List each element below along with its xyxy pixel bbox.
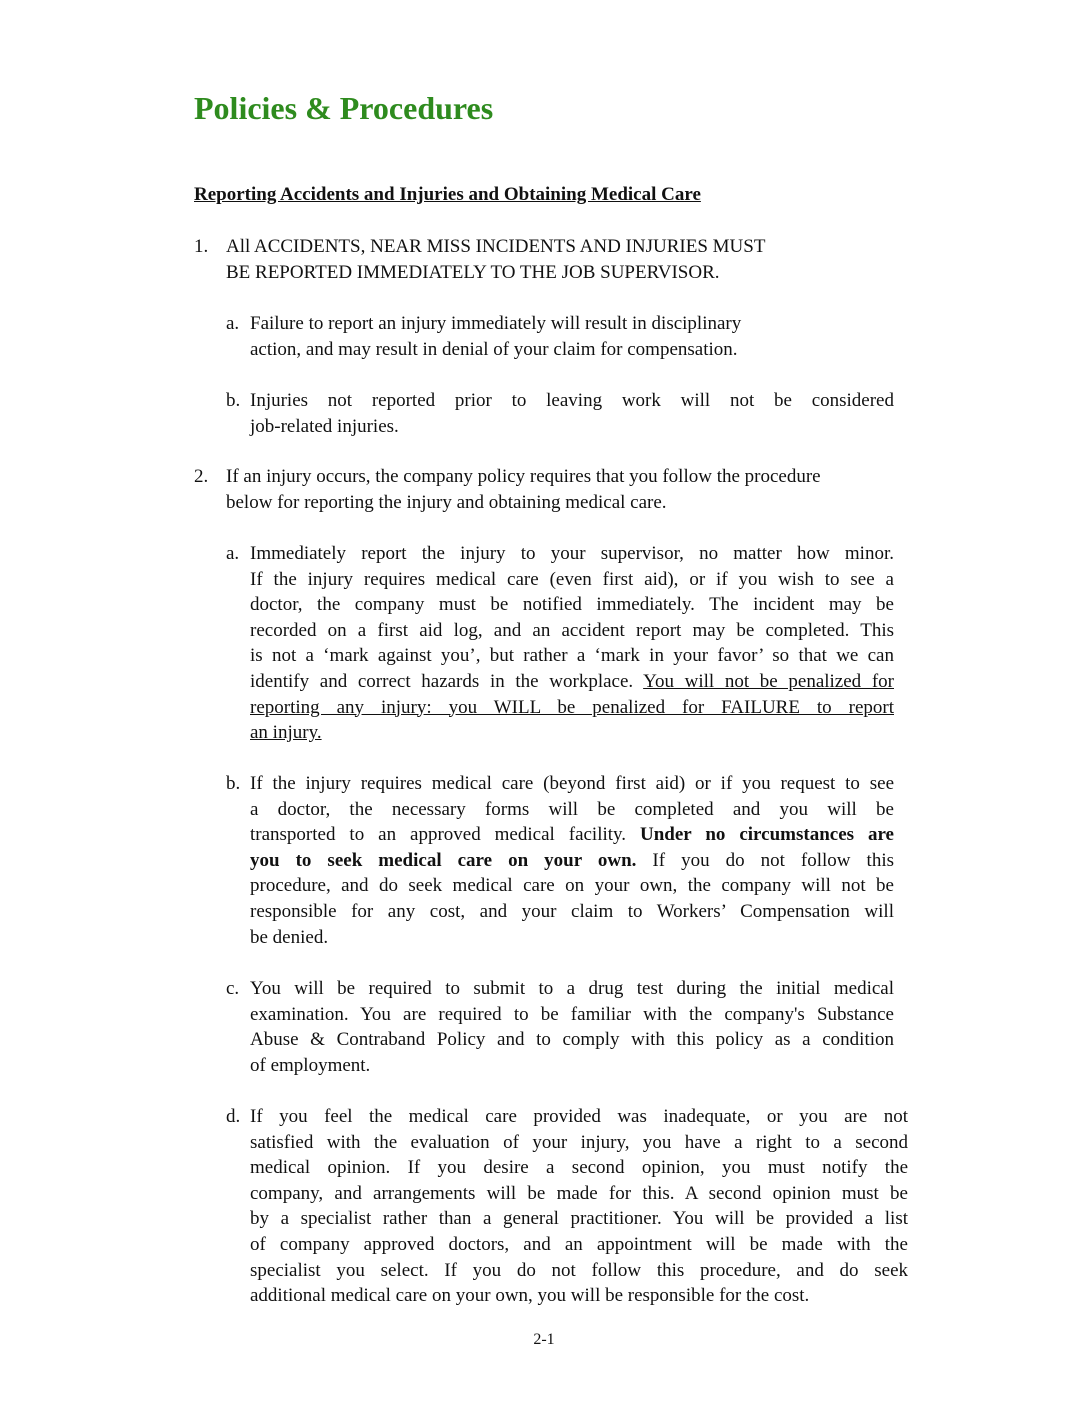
sub-marker: b. xyxy=(226,390,241,411)
page-number: 2-1 xyxy=(533,1331,555,1348)
text-line: be denied. xyxy=(250,926,329,948)
bold-text: you to seek medical care on your own. xyxy=(250,849,637,871)
text-line: satisfied with the evaluation of your injury, you have a right to a second xyxy=(250,1131,908,1153)
sub-item-2c xyxy=(226,976,894,1078)
sub-item-text xyxy=(250,311,894,362)
text-line: BE REPORTED IMMEDIATELY TO THE JOB SUPERVISOR. xyxy=(226,261,720,283)
text-line: If the injury requires medical care (beyond first aid) or if you request to see xyxy=(250,773,894,794)
text-line: of employment. xyxy=(250,1054,371,1076)
underlined-text: an injury. xyxy=(250,722,322,744)
text-line: below for reporting the injury and obtaining medical care. xyxy=(226,491,667,513)
sub-marker: c. xyxy=(226,978,240,999)
text-line: procedure, and do seek medical care on your own, the company will not be xyxy=(250,875,894,897)
text-line: recorded on a first aid log, and an accident report may be completed. This xyxy=(250,619,894,641)
text-line: action, and may result in denial of your claim for compensation. xyxy=(250,338,738,360)
text-line: If you feel the medical care provided was inadequate, or you are not xyxy=(250,1106,908,1127)
sub-marker: a. xyxy=(226,313,240,334)
text-line xyxy=(250,669,894,695)
text-line: Injuries not reported prior to leaving work will not be considered xyxy=(250,390,894,411)
plain-text: If you do not follow this xyxy=(636,849,894,871)
section-heading: Reporting Accidents and Injuries and Obtaining Medical Care xyxy=(194,184,701,205)
sub-item-2d xyxy=(226,1104,908,1309)
list-marker: 1. xyxy=(194,236,209,257)
sub-item-text xyxy=(250,976,894,1078)
list-item-1 xyxy=(194,234,894,285)
sub-item-text xyxy=(250,388,894,439)
text-line: is not a ‘mark against you’, but rather a ‘mark in your favor’ so that we can xyxy=(250,645,894,667)
sub-marker: b. xyxy=(226,773,241,794)
list-item-text xyxy=(226,234,894,285)
text-line: responsible for any cost, and your claim to Workers’ Compensation will xyxy=(250,900,894,922)
sub-item-text xyxy=(250,1104,908,1309)
list-marker: 2. xyxy=(194,466,209,487)
text-line: job-related injuries. xyxy=(250,415,399,437)
text-line: a doctor, the necessary forms will be completed and you will be xyxy=(250,798,894,820)
text-line: Immediately report the injury to your supervisor, no matter how minor. xyxy=(250,543,894,564)
underlined-line: reporting any injury: you WILL be penalized for FAILURE to report xyxy=(250,696,894,718)
text-line: If an injury occurs, the company policy requires that you follow the procedure xyxy=(226,466,821,487)
list-item-text xyxy=(226,464,904,515)
text-line: additional medical care on your own, you will be responsible for the cost. xyxy=(250,1285,810,1307)
sub-item-1b xyxy=(226,388,894,439)
sub-item-1a xyxy=(226,311,894,362)
text-line xyxy=(250,720,894,746)
list-item-2 xyxy=(194,464,904,515)
sub-marker: d. xyxy=(226,1106,241,1127)
sub-item-text xyxy=(250,771,894,950)
bold-text: Under no circumstances are xyxy=(640,824,894,846)
text-line: All ACCIDENTS, NEAR MISS INCIDENTS AND INJURIES MUST xyxy=(226,236,766,257)
text-line: specialist you select. If you do not follow this procedure, and do seek xyxy=(250,1259,908,1281)
text-line: examination. You are required to be familiar with the company's Substance xyxy=(250,1003,894,1025)
plain-text: transported to an approved medical facility. xyxy=(250,824,641,846)
text-line xyxy=(250,822,894,848)
page-title: Policies & Procedures xyxy=(194,90,494,126)
underlined-text: You will not be penalized for xyxy=(643,670,894,692)
sub-item-2b xyxy=(226,771,894,950)
text-line: by a specialist rather than a general practitioner. You will be provided a list xyxy=(250,1208,908,1230)
text-line xyxy=(250,848,894,874)
text-line: If the injury requires medical care (even first aid), or if you wish to see a xyxy=(250,568,894,590)
text-line: Abuse & Contraband Policy and to comply with this policy as a condition xyxy=(250,1029,894,1051)
sub-marker: a. xyxy=(226,543,240,564)
text-line: of company approved doctors, and an appointment will be made with the xyxy=(250,1233,908,1255)
text-line: Failure to report an injury immediately will result in disciplinary xyxy=(250,313,742,334)
sub-item-text xyxy=(250,541,894,746)
plain-text: identify and correct hazards in the workplace. xyxy=(250,670,644,692)
text-line: medical opinion. If you desire a second opinion, you must notify the xyxy=(250,1157,908,1179)
text-line: doctor, the company must be notified immediately. The incident may be xyxy=(250,594,894,616)
text-line: company, and arrangements will be made for this. A second opinion must be xyxy=(250,1182,908,1204)
sub-item-2a xyxy=(226,541,894,746)
text-line: You will be required to submit to a drug test during the initial medical xyxy=(250,978,894,999)
